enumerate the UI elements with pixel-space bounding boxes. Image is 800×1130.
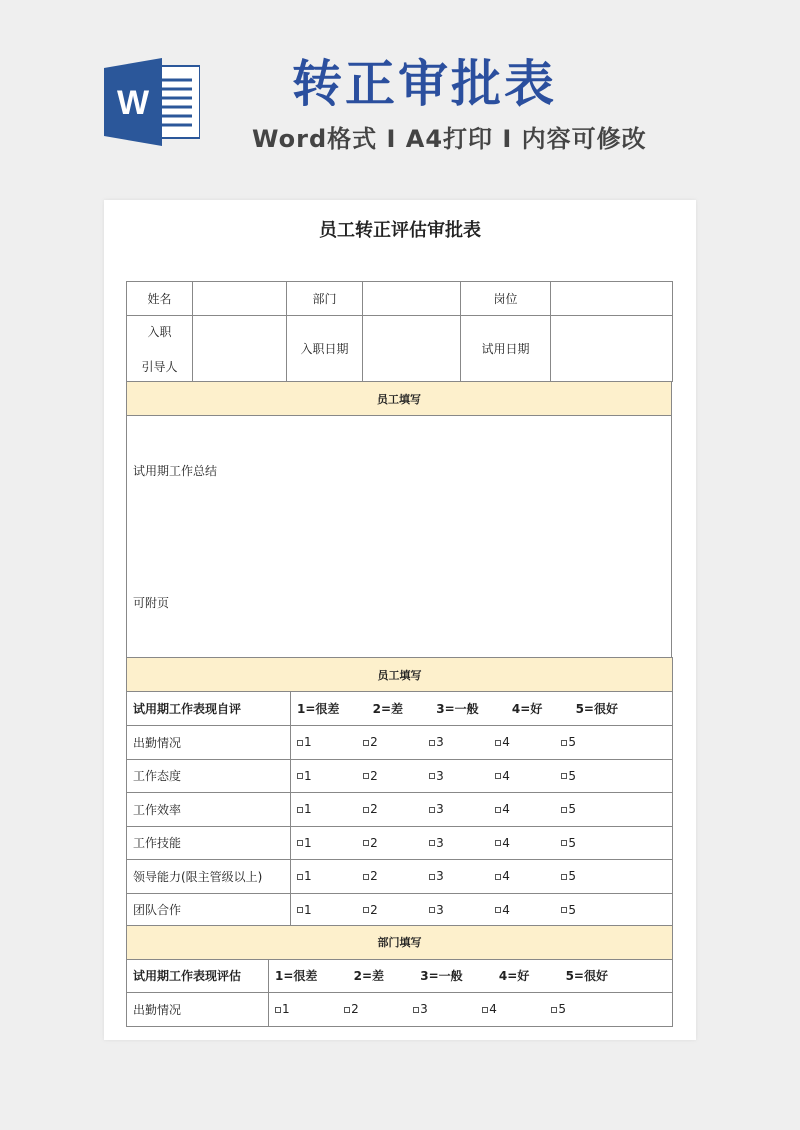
- checkbox-icon: [363, 840, 369, 846]
- checkbox-icon: [561, 740, 567, 746]
- page-subtitle: Word格式 I A4打印 I 内容可修改: [252, 125, 647, 153]
- checkbox-icon: [495, 773, 501, 779]
- checkbox-icon: [429, 907, 435, 913]
- dept-label: 部门: [287, 282, 363, 316]
- checkbox-icon: [561, 773, 567, 779]
- checkbox-icon: [363, 807, 369, 813]
- scale-label: 2=差: [372, 702, 404, 716]
- rating-option[interactable]: 4: [495, 802, 510, 816]
- criterion-label: 领导能力(限主管级以上): [127, 860, 291, 894]
- rating-options: [291, 793, 673, 827]
- scale-label: 1=很差: [297, 702, 340, 716]
- checkbox-icon: [429, 773, 435, 779]
- rating-option[interactable]: 5: [561, 903, 576, 917]
- criterion-label: 出勤情况: [127, 993, 269, 1027]
- scale-label: 5=很好: [565, 969, 608, 984]
- header: [0, 0, 800, 200]
- word-icon-letter: W: [116, 84, 150, 122]
- trial-date-field[interactable]: [551, 316, 673, 382]
- section3-band: 部门填写: [127, 926, 673, 960]
- rating-option[interactable]: 1: [297, 869, 312, 883]
- name-field[interactable]: [193, 282, 287, 316]
- checkbox-icon: [275, 1007, 281, 1013]
- checkbox-icon: [561, 874, 567, 880]
- rating-option[interactable]: 2: [363, 836, 378, 850]
- checkbox-icon: [344, 1007, 350, 1013]
- rating-option[interactable]: 4: [495, 769, 510, 783]
- rating-option[interactable]: 4: [482, 1002, 497, 1016]
- hire-guide-label: [127, 316, 193, 382]
- scale-label: 2=差: [353, 969, 385, 984]
- hire-label-line2: 引导人: [141, 359, 178, 374]
- checkbox-icon: [429, 807, 435, 813]
- scale-label: 5=很好: [575, 702, 618, 716]
- word-icon: [104, 58, 200, 146]
- rating-option[interactable]: 4: [495, 903, 510, 917]
- criterion-label: 工作效率: [127, 793, 291, 827]
- dept-eval-header-label: 试用期工作表现评估: [127, 959, 269, 993]
- rating-options: [291, 826, 673, 860]
- position-label: 岗位: [461, 282, 551, 316]
- rating-option[interactable]: 3: [429, 869, 444, 883]
- attach-label: 可附页: [133, 596, 170, 610]
- rating-option[interactable]: 1: [297, 903, 312, 917]
- rating-option[interactable]: 2: [344, 1002, 359, 1016]
- rating-option[interactable]: 4: [495, 735, 510, 749]
- name-label: 姓名: [127, 282, 193, 316]
- checkbox-icon: [363, 740, 369, 746]
- rating-options: [291, 726, 673, 760]
- rating-option[interactable]: 4: [495, 869, 510, 883]
- checkbox-icon: [561, 907, 567, 913]
- summary-table: [126, 381, 672, 658]
- dept-field[interactable]: [363, 282, 461, 316]
- rating-option[interactable]: 5: [561, 735, 576, 749]
- rating-option[interactable]: 1: [297, 802, 312, 816]
- rating-option[interactable]: 3: [429, 836, 444, 850]
- rating-option[interactable]: 2: [363, 802, 378, 816]
- dept-eval-scale: [269, 959, 673, 993]
- rating-option[interactable]: 2: [363, 903, 378, 917]
- self-eval-header-label: 试用期工作表现自评: [127, 692, 291, 726]
- checkbox-icon: [429, 840, 435, 846]
- self-eval-table: [126, 657, 673, 927]
- table-row: [127, 759, 673, 793]
- rating-option[interactable]: 1: [297, 735, 312, 749]
- criterion-label: 团队合作: [127, 893, 291, 927]
- document-page: [104, 200, 696, 1040]
- rating-option[interactable]: 1: [297, 769, 312, 783]
- checkbox-icon: [297, 907, 303, 913]
- rating-option[interactable]: 2: [363, 869, 378, 883]
- checkbox-icon: [297, 874, 303, 880]
- rating-options: [291, 759, 673, 793]
- checkbox-icon: [363, 773, 369, 779]
- hire-date-field[interactable]: [363, 316, 461, 382]
- table-row: [127, 860, 673, 894]
- trial-date-label: 试用日期: [461, 316, 551, 382]
- checkbox-icon: [297, 773, 303, 779]
- position-field[interactable]: [551, 282, 673, 316]
- page-title: 转正审批表: [292, 55, 557, 113]
- scale-label: 3=一般: [436, 702, 479, 716]
- rating-option[interactable]: 4: [495, 836, 510, 850]
- criterion-label: 工作态度: [127, 759, 291, 793]
- dept-eval-table: [126, 925, 673, 1027]
- checkbox-icon: [495, 740, 501, 746]
- rating-options: [291, 893, 673, 927]
- hire-date-label: 入职日期: [287, 316, 363, 382]
- section2-band: 员工填写: [127, 658, 673, 692]
- checkbox-icon: [429, 874, 435, 880]
- self-eval-scale: [291, 692, 673, 726]
- table-row: [127, 793, 673, 827]
- table-row: [127, 826, 673, 860]
- rating-option[interactable]: 2: [363, 769, 378, 783]
- table-row: [127, 993, 673, 1027]
- checkbox-icon: [561, 840, 567, 846]
- checkbox-icon: [495, 907, 501, 913]
- rating-options: [269, 993, 673, 1027]
- document-title: 员工转正评估审批表: [319, 220, 481, 241]
- checkbox-icon: [297, 740, 303, 746]
- checkbox-icon: [495, 874, 501, 880]
- checkbox-icon: [429, 740, 435, 746]
- checkbox-icon: [297, 807, 303, 813]
- scale-label: 1=很差: [275, 969, 318, 984]
- summary-field[interactable]: [127, 416, 672, 658]
- scale-label: 4=好: [511, 702, 543, 716]
- checkbox-icon: [495, 840, 501, 846]
- rating-option[interactable]: 5: [551, 1002, 566, 1016]
- info-table: [126, 281, 673, 382]
- section1-band: 员工填写: [127, 382, 672, 416]
- table-row: [127, 726, 673, 760]
- checkbox-icon: [363, 907, 369, 913]
- rating-option[interactable]: 5: [561, 802, 576, 816]
- rating-option[interactable]: 3: [413, 1002, 428, 1016]
- checkbox-icon: [561, 807, 567, 813]
- rating-option[interactable]: 3: [429, 903, 444, 917]
- rating-option[interactable]: 3: [429, 802, 444, 816]
- hire-guide-field[interactable]: [193, 316, 287, 382]
- checkbox-icon: [482, 1007, 488, 1013]
- checkbox-icon: [297, 840, 303, 846]
- rating-options: [291, 860, 673, 894]
- scale-label: 4=好: [498, 969, 530, 984]
- checkbox-icon: [363, 874, 369, 880]
- rating-option[interactable]: 3: [429, 735, 444, 749]
- rating-option[interactable]: 5: [561, 869, 576, 883]
- criterion-label: 出勤情况: [127, 726, 291, 760]
- rating-option[interactable]: 5: [561, 836, 576, 850]
- rating-option[interactable]: 1: [297, 836, 312, 850]
- checkbox-icon: [551, 1007, 557, 1013]
- rating-option[interactable]: 2: [363, 735, 378, 749]
- rating-option[interactable]: 5: [561, 769, 576, 783]
- scale-label: 3=一般: [420, 969, 463, 984]
- hire-label-line1: 入职: [147, 324, 172, 339]
- checkbox-icon: [495, 807, 501, 813]
- rating-option[interactable]: 1: [275, 1002, 290, 1016]
- criterion-label: 工作技能: [127, 826, 291, 860]
- checkbox-icon: [413, 1007, 419, 1013]
- summary-label: 试用期工作总结: [133, 464, 218, 478]
- table-row: [127, 893, 673, 927]
- rating-option[interactable]: 3: [429, 769, 444, 783]
